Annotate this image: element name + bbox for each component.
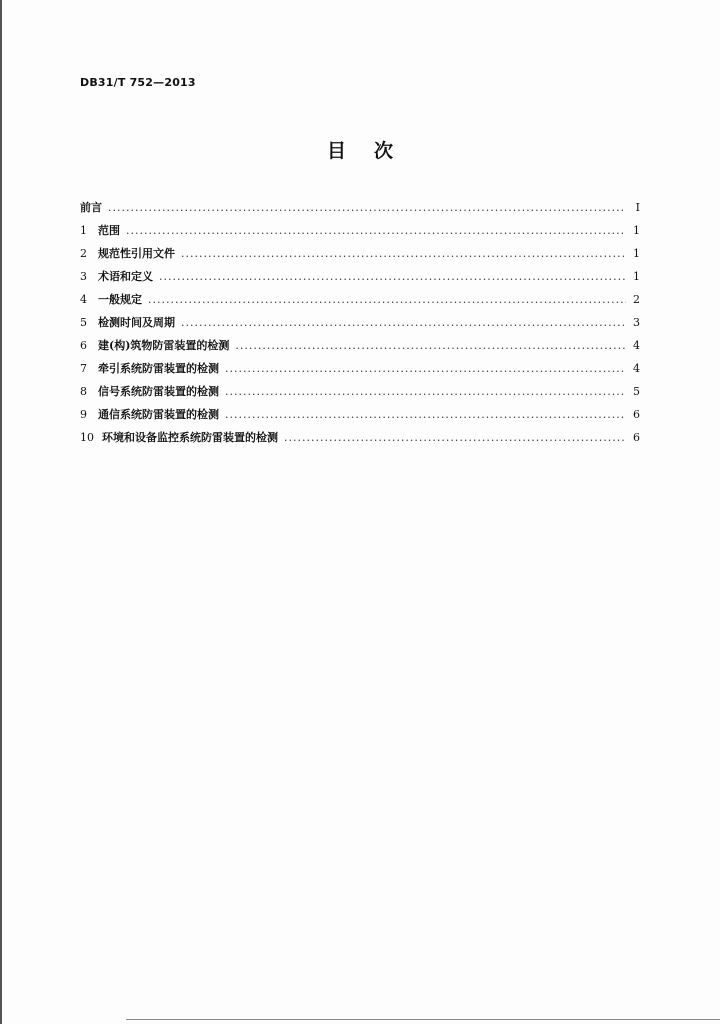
- toc-page-number: Ⅰ: [635, 201, 640, 214]
- toc-page-number: 5: [633, 385, 640, 398]
- toc-number: 10: [80, 431, 94, 444]
- toc-number: 7: [80, 362, 87, 375]
- toc-leader-dots: [126, 224, 626, 237]
- table-of-contents: [80, 199, 640, 452]
- toc-page-number: 1: [633, 247, 640, 260]
- toc-label: 前言: [80, 201, 102, 214]
- toc-page-number: 4: [633, 339, 640, 352]
- toc-row-foreword[interactable]: [80, 199, 640, 222]
- toc-row[interactable]: [80, 360, 640, 383]
- toc-leader-dots: [181, 247, 626, 260]
- toc-number: 3: [80, 270, 87, 283]
- toc-label: 一般规定: [98, 293, 142, 306]
- toc-page-number: 1: [633, 270, 640, 283]
- toc-page-number: 3: [633, 316, 640, 329]
- toc-row[interactable]: [80, 406, 640, 429]
- toc-page-number: 6: [633, 408, 640, 421]
- toc-number: 9: [80, 408, 87, 421]
- toc-number: 8: [80, 385, 87, 398]
- toc-label: 通信系统防雷装置的检测: [98, 408, 219, 421]
- toc-row[interactable]: [80, 314, 640, 337]
- toc-label: 信号系统防雷装置的检测: [98, 385, 219, 398]
- toc-leader-dots: [159, 270, 626, 283]
- toc-leader-dots: [108, 201, 626, 214]
- toc-row[interactable]: [80, 222, 640, 245]
- toc-leader-dots: [225, 385, 626, 398]
- toc-row[interactable]: [80, 291, 640, 314]
- standard-code: DB31/T 752—2013: [80, 76, 196, 89]
- toc-page-number: 6: [633, 431, 640, 444]
- toc-row[interactable]: [80, 429, 640, 452]
- toc-row[interactable]: [80, 268, 640, 291]
- toc-page-number: 1: [633, 224, 640, 237]
- toc-number: 5: [80, 316, 87, 329]
- toc-row[interactable]: [80, 383, 640, 406]
- toc-label: 牵引系统防雷装置的检测: [98, 362, 219, 375]
- toc-leader-dots: [181, 316, 626, 329]
- title-char-2: 次: [374, 140, 394, 162]
- toc-number: 2: [80, 247, 87, 260]
- toc-label: 环境和设备监控系统防雷装置的检测: [102, 431, 278, 444]
- toc-leader-dots: [225, 362, 626, 375]
- toc-number: 6: [80, 339, 87, 352]
- title-char-1: 目: [326, 140, 346, 162]
- toc-leader-dots: [148, 293, 626, 306]
- scan-edge-line: [126, 1019, 720, 1020]
- toc-label: 检测时间及周期: [98, 316, 175, 329]
- toc-page-number: 4: [633, 362, 640, 375]
- toc-label: 术语和定义: [98, 270, 153, 283]
- toc-row[interactable]: [80, 337, 640, 360]
- toc-page-number: 2: [633, 293, 640, 306]
- toc-number: 1: [80, 224, 87, 237]
- toc-label: 范围: [98, 224, 120, 237]
- page-title: [0, 136, 720, 163]
- toc-number: 4: [80, 293, 87, 306]
- toc-row[interactable]: [80, 245, 640, 268]
- toc-leader-dots: [235, 339, 626, 352]
- toc-label: 规范性引用文件: [98, 247, 175, 260]
- toc-label: 建(构)筑物防雷装置的检测: [98, 339, 230, 352]
- toc-leader-dots: [225, 408, 626, 421]
- toc-leader-dots: [284, 431, 626, 444]
